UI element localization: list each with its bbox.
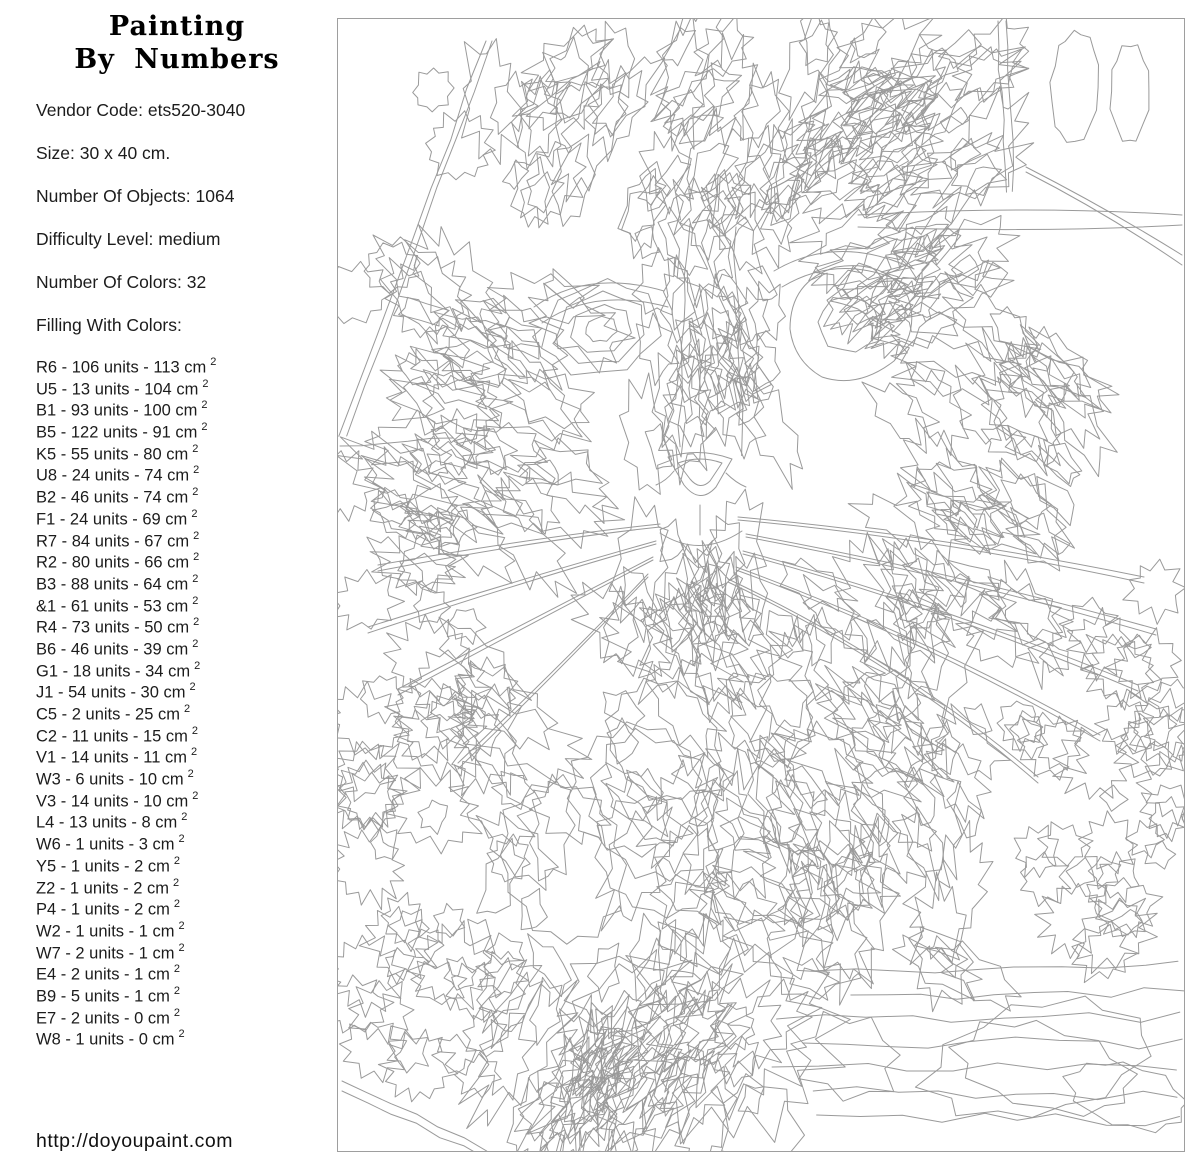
number-of-colors: Number Of Colors: 32 [36,272,207,292]
color-row: E7 - 2 units - 0 cm $^2$ [36,1006,181,1028]
site-url-link[interactable]: http://doyoupaint.com [36,1130,233,1152]
color-row: W6 - 1 units - 3 cm $^2$ [36,833,185,854]
color-row: W7 - 2 units - 1 cm $^2$ [36,941,185,963]
color-row: P4 - 1 units - 2 cm $^2$ [36,898,181,919]
color-row: U5 - 13 units - 104 cm $^2$ [36,377,209,399]
color-row: Y5 - 1 units - 2 cm $^2$ [36,854,181,876]
color-row: J1 - 54 units - 30 cm $^2$ [36,681,196,702]
color-row: &1 - 61 units - 53 cm $^2$ [36,594,199,616]
color-row: R6 - 106 units - 113 cm $^2$ [36,356,217,377]
color-row: B6 - 46 units - 39 cm $^2$ [36,637,199,659]
color-row: B2 - 46 units - 74 cm $^2$ [36,486,199,507]
color-row: Z2 - 1 units - 2 cm $^2$ [36,876,180,897]
cat-line-art [338,19,1184,1151]
color-usage-list [36,353,326,1047]
color-row: F1 - 24 units - 69 cm $^2$ [36,507,198,529]
title-line-1: Painting [108,11,246,42]
size: Size: 30 x 40 cm. [36,143,171,163]
number-of-objects: Number Of Objects: 1064 [36,186,235,206]
color-row: B3 - 88 units - 64 cm $^2$ [36,572,199,594]
color-row: E4 - 2 units - 1 cm $^2$ [36,963,181,984]
color-row: R4 - 73 units - 50 cm $^2$ [36,616,200,637]
color-row: V3 - 14 units - 10 cm $^2$ [36,789,199,811]
product-details [36,100,326,358]
color-row: V1 - 14 units - 11 cm $^2$ [36,746,198,767]
color-row: W3 - 6 units - 10 cm $^2$ [36,768,194,789]
page-title [27,10,327,76]
color-row: B5 - 122 units - 91 cm $^2$ [36,421,208,442]
color-row: U8 - 24 units - 74 cm $^2$ [36,464,200,485]
vendor-code: Vendor Code: ets520-3040 [36,100,246,120]
color-row: W2 - 1 units - 1 cm $^2$ [36,919,185,941]
footer [36,1130,233,1153]
color-row: R2 - 80 units - 66 cm $^2$ [36,551,200,572]
color-row: W8 - 1 units - 0 cm $^2$ [36,1028,185,1049]
title-line-2: By Numbers [74,44,280,75]
filling-with-colors-heading: Filling With Colors: [36,315,182,335]
color-row: C2 - 11 units - 15 cm $^2$ [36,724,199,746]
color-row: L4 - 13 units - 8 cm $^2$ [36,811,188,832]
color-row: K5 - 55 units - 80 cm $^2$ [36,442,199,464]
color-row: C5 - 2 units - 25 cm $^2$ [36,703,191,724]
color-row: G1 - 18 units - 34 cm $^2$ [36,659,201,681]
color-row: B1 - 93 units - 100 cm $^2$ [36,399,208,420]
color-row: B9 - 5 units - 1 cm $^2$ [36,984,181,1006]
color-row: R7 - 84 units - 67 cm $^2$ [36,529,200,550]
paint-canvas-frame [337,18,1185,1152]
difficulty-level: Difficulty Level: medium [36,229,221,249]
